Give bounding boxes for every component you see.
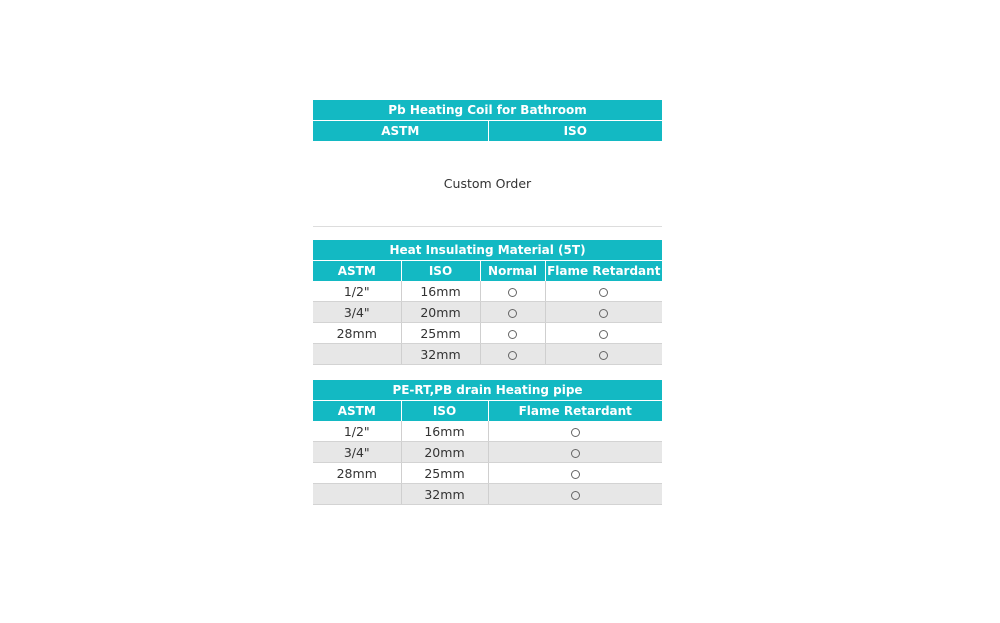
table-title: Pb Heating Coil for Bathroom [313, 100, 662, 121]
circle-icon [571, 428, 580, 437]
circle-icon [508, 330, 517, 339]
normal-cell [480, 344, 545, 365]
iso-cell: 16mm [401, 421, 488, 442]
table-row [313, 344, 662, 365]
column-header-flame-retardant: Flame Retardant [488, 401, 662, 422]
heat-insulating-material-table [313, 240, 662, 365]
circle-icon [571, 470, 580, 479]
iso-cell: 20mm [401, 442, 488, 463]
flame-retardant-cell [545, 344, 662, 365]
normal-cell [480, 281, 545, 302]
iso-cell: 32mm [401, 344, 480, 365]
astm-cell: 1/2" [313, 421, 401, 442]
astm-cell: 3/4" [313, 302, 401, 323]
table-title: PE-RT,PB drain Heating pipe [313, 380, 662, 401]
column-header-normal: Normal [480, 261, 545, 282]
circle-icon [571, 449, 580, 458]
column-header-astm: ASTM [313, 261, 401, 282]
pb-heating-coil-table [313, 100, 662, 141]
flame-retardant-cell [488, 421, 662, 442]
circle-icon [599, 330, 608, 339]
iso-cell: 32mm [401, 484, 488, 505]
astm-cell: 28mm [313, 323, 401, 344]
flame-retardant-cell [488, 484, 662, 505]
table-row [313, 484, 662, 505]
table-title: Heat Insulating Material (5T) [313, 240, 662, 261]
circle-icon [508, 288, 517, 297]
iso-cell: 25mm [401, 323, 480, 344]
table-row [313, 463, 662, 484]
table-row [313, 281, 662, 302]
circle-icon [508, 309, 517, 318]
flame-retardant-cell [488, 463, 662, 484]
astm-cell [313, 344, 401, 365]
flame-retardant-cell [545, 281, 662, 302]
column-header-flame-retardant: Flame Retardant [545, 261, 662, 282]
iso-cell: 25mm [401, 463, 488, 484]
table-row [313, 442, 662, 463]
astm-cell [313, 484, 401, 505]
circle-icon [599, 309, 608, 318]
divider [313, 226, 662, 227]
table-row [313, 302, 662, 323]
normal-cell [480, 323, 545, 344]
column-header-iso: ISO [488, 121, 662, 142]
flame-retardant-cell [488, 442, 662, 463]
iso-cell: 20mm [401, 302, 480, 323]
astm-cell: 1/2" [313, 281, 401, 302]
custom-order-note: Custom Order [443, 176, 532, 191]
circle-icon [599, 288, 608, 297]
column-header-iso: ISO [401, 261, 480, 282]
circle-icon [599, 351, 608, 360]
circle-icon [508, 351, 517, 360]
flame-retardant-cell [545, 323, 662, 344]
astm-cell: 28mm [313, 463, 401, 484]
table-row [313, 323, 662, 344]
astm-cell: 3/4" [313, 442, 401, 463]
column-header-astm: ASTM [313, 121, 488, 142]
circle-icon [571, 491, 580, 500]
column-header-iso: ISO [401, 401, 488, 422]
flame-retardant-cell [545, 302, 662, 323]
pert-pb-drain-heating-pipe-table [313, 380, 662, 505]
iso-cell: 16mm [401, 281, 480, 302]
normal-cell [480, 302, 545, 323]
table-row [313, 421, 662, 442]
column-header-astm: ASTM [313, 401, 401, 422]
